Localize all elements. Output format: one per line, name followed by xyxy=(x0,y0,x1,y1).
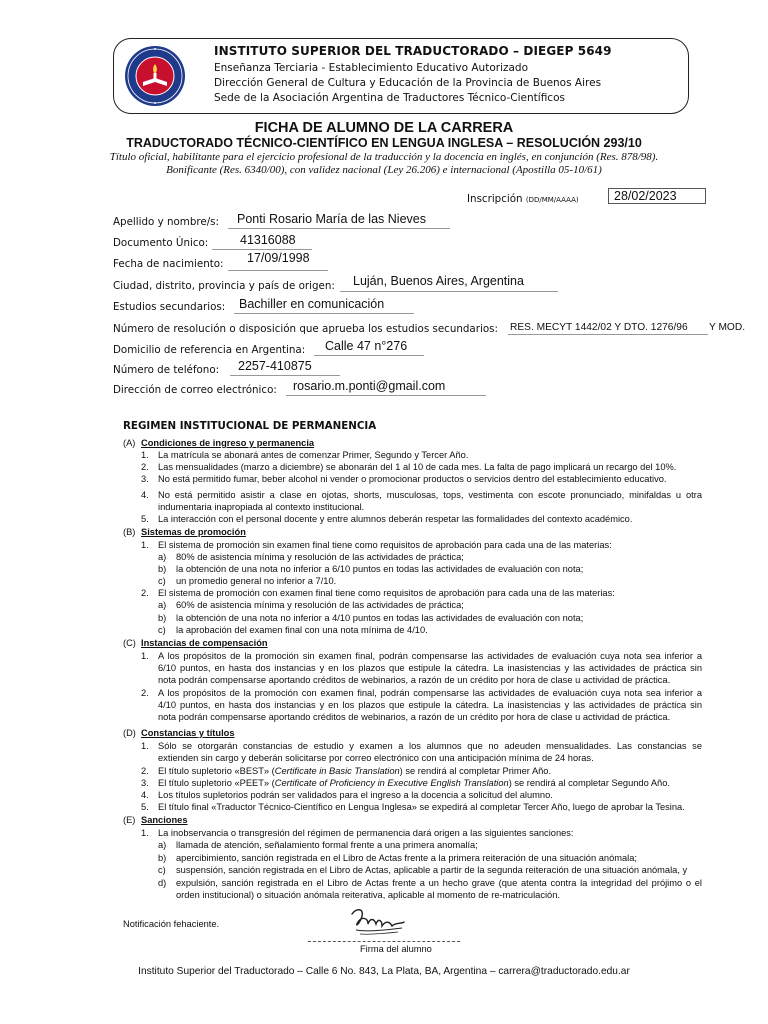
form-description xyxy=(0,151,768,177)
letter-ed: d) xyxy=(158,878,167,888)
notification-text: Notificación fehaciente. xyxy=(123,919,220,929)
section-e-heading: Sanciones xyxy=(141,815,188,825)
b-item-2: El sistema de promoción con examen final tiene como requisitos de aprobación para cada una de las materias: xyxy=(158,588,615,598)
birthdate-value: 17/09/1998 xyxy=(247,251,310,265)
num-e1: 1. xyxy=(141,828,149,838)
num-a4: 4. xyxy=(141,490,149,500)
num-c2: 2. xyxy=(141,688,149,698)
section-c-marker: (C) xyxy=(123,638,136,648)
signature-label: Firma del alumno xyxy=(360,944,432,954)
letter-b1a: a) xyxy=(158,552,167,562)
d-item-2-italic: Certificate in Basic Translation xyxy=(274,766,400,776)
num-a1: 1. xyxy=(141,450,149,460)
section-d-heading: Constancias y títulos xyxy=(141,728,235,738)
num-a5: 5. xyxy=(141,514,149,524)
origin-label: Ciudad, distrito, provincia y país de origen: xyxy=(113,280,335,292)
c-item-1-line-2: 6/10 puntos, en hasta dos instancias y en los plazos que estipule la cátedra. La inasistencias y las actividades de práctica sin xyxy=(158,662,702,673)
num-d1: 1. xyxy=(141,741,149,751)
d-item-2-pre: El título supletorio «BEST» ( xyxy=(158,766,275,776)
letter-ec: c) xyxy=(158,865,166,875)
inscription-label xyxy=(467,193,579,205)
form-title: FICHA DE ALUMNO DE LA CARRERA xyxy=(254,120,514,136)
num-d2: 2. xyxy=(141,766,149,776)
origin-field-line[interactable] xyxy=(340,291,558,292)
e-item-1: La inobservancia o transgresión del régimen de permanencia dará origen a las siguientes sanciones: xyxy=(158,828,574,838)
header-line-3: Dirección General de Cultura y Educación de la Provincia de Buenos Aires xyxy=(214,77,602,89)
resolution-field-line[interactable] xyxy=(508,334,708,335)
letter-b1c: c) xyxy=(158,576,166,586)
d-item-1 xyxy=(158,741,702,765)
header-line-4: Sede de la Asociación Argentina de Traductores Técnico-Científicos xyxy=(214,92,565,104)
section-a-marker: (A) xyxy=(123,438,136,448)
b-item-1b: la obtención de una nota no inferior a 6/10 puntos en todas las actividades de evaluación con nota; xyxy=(176,564,584,574)
num-d3: 3. xyxy=(141,778,149,788)
inscription-date-value: 28/02/2023 xyxy=(614,189,677,203)
a-item-4 xyxy=(158,490,702,514)
num-b1: 1. xyxy=(141,540,149,550)
secondary-studies-value: Bachiller en comunicación xyxy=(239,297,385,311)
secondary-studies-field-line[interactable] xyxy=(234,313,414,314)
section-d-marker: (D) xyxy=(123,728,136,738)
address-label: Domicilio de referencia en Argentina: xyxy=(113,344,306,356)
e-item-c: suspensión, sanción registrada en el Libro de Actas, aplicable a partir de la segunda reiteración de una situación anómala, y xyxy=(176,865,688,875)
d-item-3-pre: El título supletorio «PEET» ( xyxy=(158,778,275,788)
e-item-a: llamada de atención, señalamiento formal frente a una primera anomalía; xyxy=(176,840,478,850)
email-label: Dirección de correo electrónico: xyxy=(113,384,277,396)
c-item-2-line-3: nota podrán compensarse aportando créditos de webinarios, a razón de un crédito por hora de clase u actividad de práctica. xyxy=(158,711,671,722)
d-item-4: Los títulos supletorios podrán ser validados para el ingreso a la docencia a solicitud del alumno. xyxy=(158,790,553,800)
d-item-2-post: ) se rendirá al completar Primer Año. xyxy=(399,766,552,776)
b-item-1a: 80% de asistencia mínima y resolución de las actividades de práctica; xyxy=(176,552,464,562)
b-item-2c: la aprobación del examen final con una nota mínima de 4/10. xyxy=(176,625,428,635)
section-e-marker: (E) xyxy=(123,815,136,825)
email-field-line[interactable] xyxy=(286,395,486,396)
e-item-d-line-1: expulsión, sanción registrada en el Libro de Actas frente a un hecho grave (que atenta contra la integridad del prójimo o el xyxy=(176,878,702,888)
letter-b2a: a) xyxy=(158,600,167,610)
section-a-heading: Condiciones de ingreso y permanencia xyxy=(141,438,315,448)
institute-seal-logo xyxy=(123,44,187,108)
document-value: 41316088 xyxy=(240,233,296,247)
letter-b2c: c) xyxy=(158,625,166,635)
letter-b1b: b) xyxy=(158,564,167,574)
num-d4: 4. xyxy=(141,790,149,800)
a-item-4-line-2: indumentaria inapropiada al contexto institucional. xyxy=(158,501,365,512)
b-item-2b: la obtención de una nota no inferior a 4/10 puntos en todas las actividades de evaluación con nota; xyxy=(176,613,584,623)
section-b-heading: Sistemas de promoción xyxy=(141,527,246,537)
a-item-1: La matrícula se abonará antes de comenzar Primer, Segundo y Tercer Año. xyxy=(158,450,469,460)
d-item-3-post: ) se rendirá al completar Segundo Año. xyxy=(508,778,670,788)
inscription-label-text: Inscripción xyxy=(467,193,523,205)
birthdate-field-line[interactable] xyxy=(228,270,328,271)
c-item-1-line-3: nota podrán compensarse aportando créditos de webinarios, a razón de un crédito por hora de clase u actividad de práctica. xyxy=(158,674,671,685)
num-b2: 2. xyxy=(141,588,149,598)
description-line-2: Bonificante (Res. 6340/00), con validez nacional (Ley 26.206) e internacional (Apostilla 05-10/61) xyxy=(166,164,602,176)
phone-value: 2257-410875 xyxy=(238,359,312,373)
c-item-1 xyxy=(158,651,702,687)
c-item-1-line-1: A los propósitos de la promoción sin examen final, podrán compensarse las actividades de evaluación cuya nota sea inferior a xyxy=(158,651,702,661)
origin-value: Luján, Buenos Aires, Argentina xyxy=(353,274,524,288)
phone-field-line[interactable] xyxy=(230,375,340,376)
c-item-2 xyxy=(158,688,702,724)
e-item-b: apercibimiento, sanción registrada en el Libro de Actas frente a la primera reiteración de una situación anómala; xyxy=(176,853,637,863)
document-field-line[interactable] xyxy=(212,249,312,250)
regimen-title: REGIMEN INSTITUCIONAL DE PERMANENCIA xyxy=(123,420,377,432)
d-item-1-line-1: Sólo se otorgarán constancias de estudio y examen a los alumnos que no adeuden mensualidades. Las constancias se xyxy=(158,741,702,751)
address-field-line[interactable] xyxy=(314,355,424,356)
phone-label: Número de teléfono: xyxy=(113,364,220,376)
num-a2: 2. xyxy=(141,462,149,472)
form-subtitle: TRADUCTORADO TÉCNICO-CIENTÍFICO EN LENGUA INGLESA – RESOLUCIÓN 293/10 xyxy=(126,136,642,150)
num-d5: 5. xyxy=(141,802,149,812)
handwritten-signature xyxy=(346,902,410,940)
document-label: Documento Único: xyxy=(113,237,209,249)
resolution-value: RES. MECYT 1442/02 Y DTO. 1276/96 xyxy=(510,322,688,333)
secondary-studies-label: Estudios secundarios: xyxy=(113,301,226,313)
signature-line xyxy=(308,941,460,942)
header-line-2: Enseñanza Terciaria - Establecimiento Educativo Autorizado xyxy=(214,62,529,74)
letter-ea: a) xyxy=(158,840,167,850)
e-item-d-line-2: orden institucional) o situación anómala reiterativa, aplicable al momento de re-matriculación. xyxy=(176,889,560,900)
a-item-2: Las mensualidades (marzo a diciembre) se abonarán del 1 al 10 de cada mes. La falta de pago implicará un recargo del 10%. xyxy=(158,462,677,472)
letter-b2b: b) xyxy=(158,613,167,623)
email-value: rosario.m.ponti@gmail.com xyxy=(293,379,446,393)
d-item-1-line-2: extienden sin cargo y deberán solicitarse por correo electrónico con una anticipación mínima de 24 horas. xyxy=(158,752,594,763)
b-item-1c: un promedio general no inferior a 7/10. xyxy=(176,576,337,586)
letter-eb: b) xyxy=(158,853,167,863)
a-item-3: No está permitido fumar, beber alcohol ni vender o promocionar productos o servicios dentro del establecimiento educativo. xyxy=(158,474,667,484)
name-field-line[interactable] xyxy=(228,228,450,229)
b-item-2a: 60% de asistencia mínima y resolución de las actividades de práctica; xyxy=(176,600,464,610)
num-c1: 1. xyxy=(141,651,149,661)
resolution-suffix: Y MOD. xyxy=(709,322,746,333)
d-item-3-italic: Certificate of Proficiency in Executive English Translation xyxy=(274,778,509,788)
num-a3: 3. xyxy=(141,474,149,484)
a-item-5: La interacción con el personal docente y entre alumnos deberán respetar las formalidades del contexto académico. xyxy=(158,514,633,524)
section-b-marker: (B) xyxy=(123,527,136,537)
address-value: Calle 47 n°276 xyxy=(325,339,408,353)
c-item-2-line-2: 4/10 puntos, en hasta dos instancias y en los plazos que estipule la cátedra. La inasistencias y las actividades de práctica sin xyxy=(158,699,702,710)
section-c-heading: Instancias de compensación xyxy=(141,638,268,648)
institute-name: INSTITUTO SUPERIOR DEL TRADUCTORADO – DIEGEP 5649 xyxy=(214,44,612,58)
d-item-2 xyxy=(158,766,551,778)
c-item-2-line-1: A los propósitos de la promoción con examen final, podrán compensarse las actividades de evaluación cuya nota sea inferior a xyxy=(158,688,702,698)
b-item-1: El sistema de promoción sin examen final tiene como requisitos de aprobación para cada una de las materias: xyxy=(158,540,612,550)
d-item-3 xyxy=(158,778,670,790)
name-label: Apellido y nombre/s: xyxy=(113,216,220,228)
e-item-d xyxy=(176,878,702,902)
description-line-1: Título oficial, habilitante para el ejercicio profesional de la traducción y la docencia en inglés, en conjunción (Res. 878/98). xyxy=(109,151,659,163)
footer-address: Instituto Superior del Traductorado – Calle 6 No. 843, La Plata, BA, Argentina – carrera@traductorado.edu.ar xyxy=(138,966,630,977)
a-item-4-line-1: No está permitido asistir a clase en ojotas, shorts, musculosas, tops, vestimenta con escote pronunciado, minifaldas u otra xyxy=(158,490,702,500)
name-value: Ponti Rosario María de las Nieves xyxy=(237,212,426,226)
birthdate-label: Fecha de nacimiento: xyxy=(113,258,224,270)
d-item-5: El título final «Traductor Técnico-Científico en Lengua Inglesa» se expedirá al completar Tercer Año, luego de aprobar la Tesina. xyxy=(158,802,685,812)
inscription-format: (DD/MM/AAAA) xyxy=(525,196,579,204)
resolution-label: Número de resolución o disposición que aprueba los estudios secundarios: xyxy=(113,323,498,335)
